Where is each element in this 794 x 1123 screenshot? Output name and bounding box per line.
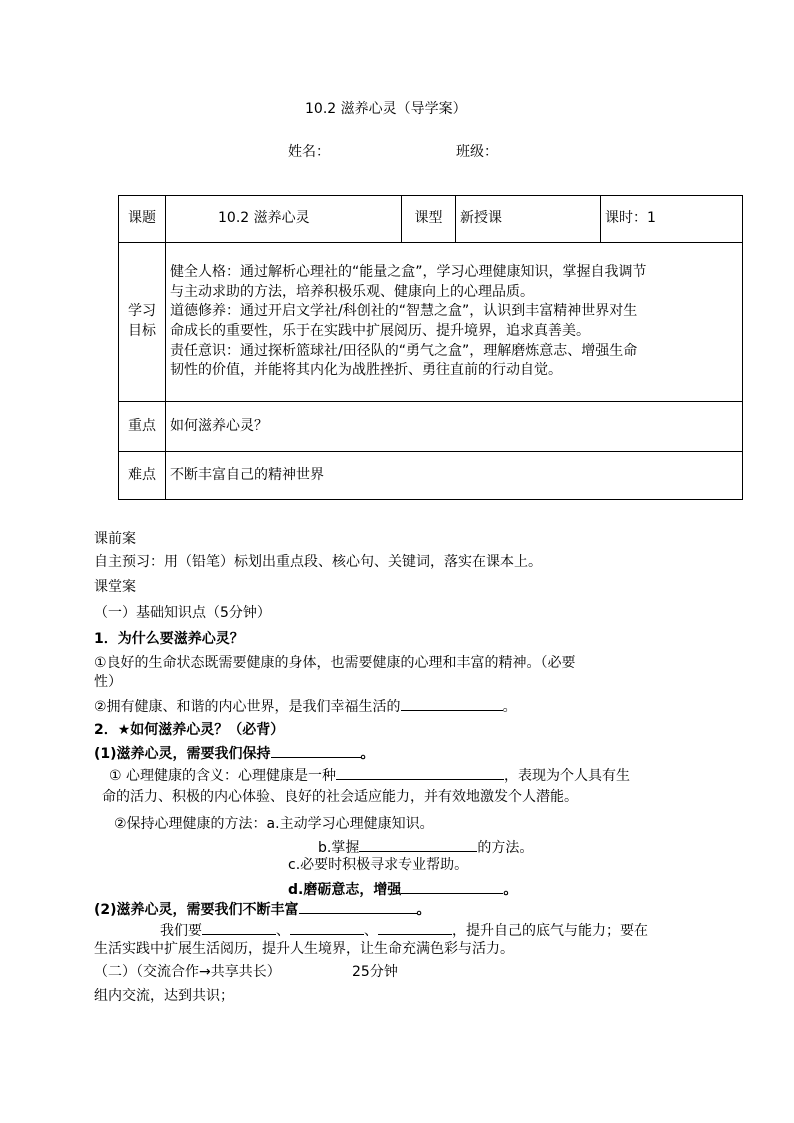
q2-item-2 bbox=[94, 900, 431, 917]
q2-item-1a-end: ，表现为个人具有生 bbox=[504, 768, 631, 784]
preview-instruction: 自主预习：用（铅笔）标划出重点段、核心句、关键词，落实在课本上。 bbox=[94, 554, 542, 570]
q2-item-1b-b-end: 的方法。 bbox=[477, 840, 534, 856]
table-row bbox=[119, 402, 743, 452]
goals-label bbox=[119, 243, 166, 402]
fill-blank[interactable] bbox=[378, 921, 452, 935]
q2-item-1 bbox=[94, 744, 375, 761]
name-label: 姓名： bbox=[288, 144, 330, 160]
fill-blank[interactable] bbox=[202, 921, 276, 935]
q2-item-2-end: 。 bbox=[416, 902, 431, 918]
q2-item-1b-b-text: b.掌握 bbox=[318, 840, 360, 856]
fill-blank[interactable] bbox=[359, 838, 477, 852]
q2-item-1b-c: c.必要时积极寻求专业帮助。 bbox=[288, 857, 469, 873]
q2-item-1b-d bbox=[288, 880, 517, 897]
goal-line: 健全人格：通过解析心理社的“能量之盒”，学习心理健康知识，掌握自我调节 bbox=[170, 264, 647, 281]
q2-item-1a-text: ① 心理健康的含义：心理健康是一种 bbox=[109, 768, 337, 784]
key-point-value: 如何滋养心灵？ bbox=[166, 402, 743, 452]
separator: 、 bbox=[276, 923, 290, 939]
q2-item-1b: ②保持心理健康的方法：a.主动学习心理健康知识。 bbox=[114, 816, 434, 832]
q1-answer-a: ①良好的生命状态既需要健康的身体，也需要健康的心理和丰富的精神。（必要 bbox=[94, 655, 576, 671]
goals-content bbox=[166, 243, 743, 402]
q2-item-2a-cont: 生活实践中扩展生活阅历，提升人生境界，让生命充满色彩与活力。 bbox=[94, 941, 514, 957]
q2-item-1b-b bbox=[318, 838, 533, 855]
q2-item-2a-text: 我们要 bbox=[160, 923, 202, 939]
q2-item-1a-cont: 命的活力、积极的内心体验、良好的社会适应能力，并有效地激发个人潜能。 bbox=[102, 789, 578, 805]
separator: 、 bbox=[364, 923, 378, 939]
class-label: 班级： bbox=[456, 144, 498, 160]
goal-line: 韧性的价值，并能将其内化为战胜挫折、勇往直前的行动自觉。 bbox=[170, 362, 562, 379]
q2-item-2a bbox=[160, 921, 648, 938]
fill-blank[interactable] bbox=[290, 921, 364, 935]
in-class-heading: 课堂案 bbox=[94, 579, 136, 595]
question-2: 2．★如何滋养心灵？（必背） bbox=[94, 722, 285, 738]
table-row bbox=[119, 243, 743, 402]
q1-answer-b-text: ②拥有健康、和谐的内心世界，是我们幸福生活的 bbox=[94, 699, 401, 715]
goals-label-line: 学习 bbox=[128, 303, 156, 320]
pre-class-heading: 课前案 bbox=[94, 531, 136, 547]
part2-text: 组内交流，达到共识； bbox=[94, 988, 234, 1004]
goal-line: 责任意识：通过探析篮球社/田径队的“勇气之盒”，理解磨炼意志、增强生命 bbox=[170, 342, 638, 359]
goal-line: 与主动求助的方法，培养积极乐观、健康向上的心理品质。 bbox=[170, 283, 534, 300]
table-row bbox=[119, 452, 743, 500]
class-hours: 课时：1 bbox=[601, 196, 743, 243]
part2-heading: （二）（交流合作→共享共长） bbox=[94, 964, 281, 980]
page-title: 10.2 滋养心灵（导学案） bbox=[305, 101, 467, 117]
part1-heading: （一）基础知识点（5分钟） bbox=[94, 605, 271, 621]
q2-item-1b-d-end: 。 bbox=[503, 882, 518, 898]
fill-blank[interactable] bbox=[271, 744, 361, 758]
q2-item-2-text: (2)滋养心灵，需要我们不断丰富 bbox=[94, 902, 299, 918]
q2-item-1a bbox=[109, 766, 630, 783]
q1-answer-a-cont: 性） bbox=[94, 674, 122, 690]
question-1: 1．为什么要滋养心灵？ bbox=[94, 631, 244, 647]
fill-blank[interactable] bbox=[336, 766, 504, 780]
q2-item-2a-end: ，提升自己的底气与能力；要在 bbox=[452, 923, 648, 939]
topic-label: 课题 bbox=[119, 196, 166, 243]
q2-item-1-end: 。 bbox=[360, 746, 375, 762]
q2-item-1b-d-text: d.磨砺意志，增强 bbox=[288, 882, 402, 898]
topic-value: 10.2 滋养心灵 bbox=[166, 196, 402, 243]
type-value: 新授课 bbox=[456, 196, 601, 243]
type-label: 课型 bbox=[402, 196, 456, 243]
fill-blank[interactable] bbox=[401, 697, 503, 711]
table-row bbox=[119, 196, 743, 243]
goal-line: 道德修养：通过开启文学社/科创社的“智慧之盒”，认识到丰富精神世界对生 bbox=[170, 303, 638, 320]
fill-blank[interactable] bbox=[401, 880, 503, 894]
part2-time: 25分钟 bbox=[352, 964, 398, 980]
goal-line: 命成长的重要性，乐于在实践中扩展阅历、提升境界，追求真善美。 bbox=[170, 323, 590, 339]
goals-label-line: 目标 bbox=[128, 323, 156, 339]
q2-item-1-text: (1)滋养心灵，需要我们保持 bbox=[94, 746, 271, 762]
q1-answer-b bbox=[94, 697, 517, 714]
difficulty-value: 不断丰富自己的精神世界 bbox=[166, 452, 743, 500]
lesson-info-table bbox=[118, 195, 743, 500]
difficulty-label: 难点 bbox=[119, 452, 166, 500]
q1-answer-b-end: 。 bbox=[502, 699, 517, 715]
key-point-label: 重点 bbox=[119, 402, 166, 452]
fill-blank[interactable] bbox=[299, 900, 417, 914]
